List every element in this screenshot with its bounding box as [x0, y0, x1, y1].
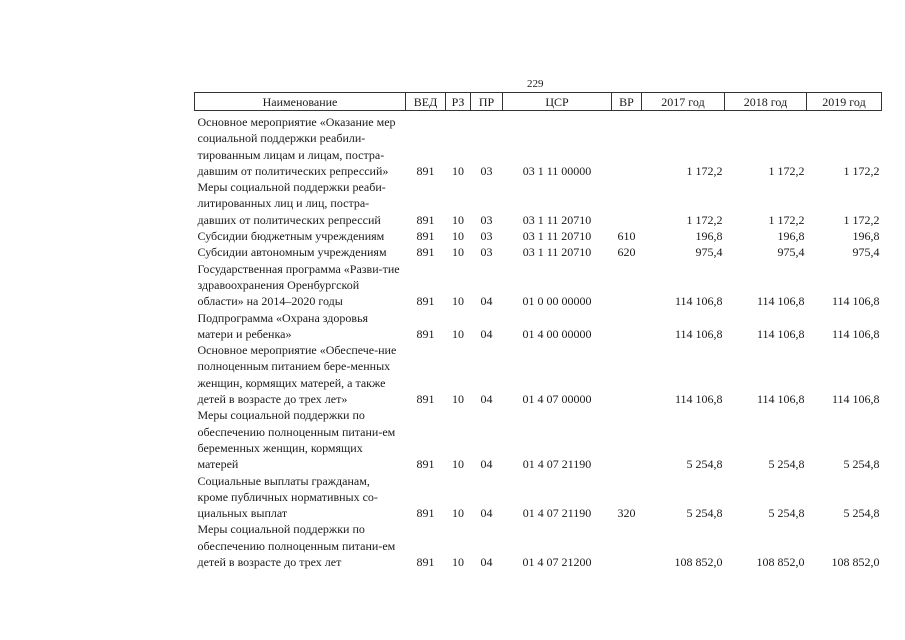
- row-2017: 1 172,2: [686, 212, 723, 227]
- row-2018: 5 254,8: [768, 457, 805, 472]
- table-row: [195, 342, 882, 407]
- row-2017: 5 254,8: [686, 457, 723, 472]
- header-2019: 2019 год: [807, 93, 882, 111]
- table-row: [195, 310, 882, 343]
- row-csr: 01 4 07 21200: [522, 555, 592, 570]
- row-name: Меры социальной поддержки реаби-литированных лиц и лиц, постра-давших от политических репрессий: [197, 180, 386, 227]
- row-pr: 04: [480, 326, 493, 341]
- header-2018: 2018 год: [725, 93, 807, 111]
- row-vr: 320: [617, 506, 636, 521]
- row-2019: 108 852,0: [831, 555, 880, 570]
- row-ved: 891: [416, 163, 435, 178]
- header-2017: 2017 год: [642, 93, 725, 111]
- row-2019: 114 106,8: [831, 392, 880, 407]
- row-ved: 891: [416, 212, 435, 227]
- row-pr: 03: [480, 245, 493, 260]
- row-vr: [612, 179, 642, 228]
- table-row: [195, 407, 882, 472]
- row-rz: 10: [452, 457, 464, 472]
- row-name: Меры социальной поддержки по обеспечению полноценным питани-ем детей в возрасте до трех лет: [197, 522, 396, 570]
- row-2018: 196,8: [777, 229, 805, 244]
- row-name: Основное мероприятие «Обеспече-ние полноценным питанием бере-менных женщин, кормящих матерей, а также детей в возрасте до трех лет»: [197, 343, 397, 407]
- row-2018: 114 106,8: [756, 392, 805, 407]
- row-rz: 10: [452, 392, 464, 407]
- row-vr: 620: [617, 245, 636, 260]
- header-csr: ЦСР: [503, 93, 612, 111]
- row-2017: 114 106,8: [674, 392, 723, 407]
- row-rz: 10: [452, 229, 464, 244]
- table-row: [195, 114, 882, 179]
- row-ved: 891: [416, 506, 435, 521]
- header-pr: ПР: [471, 93, 503, 111]
- row-vr: [612, 342, 642, 407]
- row-2018: 108 852,0: [756, 555, 805, 570]
- row-ved: 891: [416, 326, 435, 341]
- row-name: Социальные выплаты гражданам, кроме публичных нормативных со-циальных выплат: [197, 473, 378, 521]
- row-2019: 114 106,8: [831, 326, 880, 341]
- row-csr: 01 4 00 00000: [522, 326, 592, 341]
- row-2019: 114 106,8: [831, 294, 880, 309]
- row-rz: 10: [452, 163, 464, 178]
- table-row: [195, 261, 882, 310]
- header-rz: РЗ: [446, 93, 471, 111]
- row-2019: 1 172,2: [843, 163, 880, 178]
- row-name: Меры социальной поддержки по обеспечению полноценным питани-ем беременных женщин, кормящих матерей: [197, 408, 396, 472]
- row-2018: 1 172,2: [768, 163, 805, 178]
- row-vr: [612, 407, 642, 472]
- row-2017: 1 172,2: [686, 163, 723, 178]
- row-rz: 10: [452, 555, 464, 570]
- row-ved: 891: [416, 392, 435, 407]
- row-2017: 975,4: [695, 245, 723, 260]
- row-2019: 5 254,8: [843, 457, 880, 472]
- row-csr: 03 1 11 20710: [522, 212, 592, 227]
- row-csr: 01 4 07 21190: [522, 457, 592, 472]
- row-rz: 10: [452, 506, 464, 521]
- row-ved: 891: [416, 294, 435, 309]
- row-2018: 1 172,2: [768, 212, 805, 227]
- row-name: Государственная программа «Разви-тие здравоохранения Оренбургской области» на 2014–2020 годы: [197, 261, 400, 309]
- row-ved: 891: [416, 457, 435, 472]
- row-name: Субсидии автономным учреждениям: [197, 245, 387, 260]
- row-csr: 03 1 11 00000: [522, 163, 592, 178]
- row-pr: 04: [480, 457, 493, 472]
- row-2019: 1 172,2: [843, 212, 880, 227]
- row-2017: 114 106,8: [674, 294, 723, 309]
- page-number: 229: [527, 78, 544, 90]
- row-pr: 04: [480, 392, 493, 407]
- row-name: Субсидии бюджетным учреждениям: [197, 229, 385, 244]
- row-2019: 5 254,8: [843, 506, 880, 521]
- row-csr: 03 1 11 20710: [522, 229, 592, 244]
- row-2017: 114 106,8: [674, 326, 723, 341]
- row-name: Подпрограмма «Охрана здоровья матери и ребенка»: [197, 310, 369, 341]
- row-vr: [612, 521, 642, 570]
- row-csr: 03 1 11 20710: [522, 245, 592, 260]
- row-2017: 196,8: [695, 229, 723, 244]
- row-vr: [612, 310, 642, 343]
- table-row: [195, 179, 882, 228]
- row-name: Основное мероприятие «Оказание мер социальной поддержки реабили-тированным лицам и лицам, постра-давшим от политических репрессий»: [197, 115, 396, 178]
- row-vr: [612, 114, 642, 179]
- row-2019: 196,8: [852, 229, 880, 244]
- row-pr: 03: [480, 212, 493, 227]
- row-vr: 610: [617, 229, 636, 244]
- row-2017: 5 254,8: [686, 506, 723, 521]
- row-pr: 03: [480, 229, 493, 244]
- row-ved: 891: [416, 229, 435, 244]
- row-2017: 108 852,0: [674, 555, 723, 570]
- row-2018: 114 106,8: [756, 294, 805, 309]
- row-csr: 01 4 07 21190: [522, 506, 592, 521]
- row-2018: 975,4: [777, 245, 805, 260]
- row-csr: 01 4 07 00000: [522, 392, 592, 407]
- table-row: [195, 228, 882, 244]
- table-row: [195, 473, 882, 522]
- table-row: [195, 244, 882, 260]
- row-2018: 5 254,8: [768, 506, 805, 521]
- table-header-row: [195, 93, 882, 111]
- row-2019: 975,4: [852, 245, 880, 260]
- row-vr: [612, 261, 642, 310]
- row-pr: 04: [480, 555, 493, 570]
- header-vr: ВР: [612, 93, 642, 111]
- row-rz: 10: [452, 326, 464, 341]
- row-rz: 10: [452, 245, 464, 260]
- row-rz: 10: [452, 294, 464, 309]
- budget-table: [194, 92, 882, 570]
- row-pr: 04: [480, 294, 493, 309]
- header-name: Наименование: [195, 93, 406, 111]
- row-ved: 891: [416, 245, 435, 260]
- row-2018: 114 106,8: [756, 326, 805, 341]
- row-pr: 04: [480, 506, 493, 521]
- row-rz: 10: [452, 212, 464, 227]
- row-csr: 01 0 00 00000: [522, 294, 592, 309]
- header-ved: ВЕД: [406, 93, 446, 111]
- row-ved: 891: [416, 555, 435, 570]
- row-pr: 03: [480, 163, 493, 178]
- table-row: [195, 521, 882, 570]
